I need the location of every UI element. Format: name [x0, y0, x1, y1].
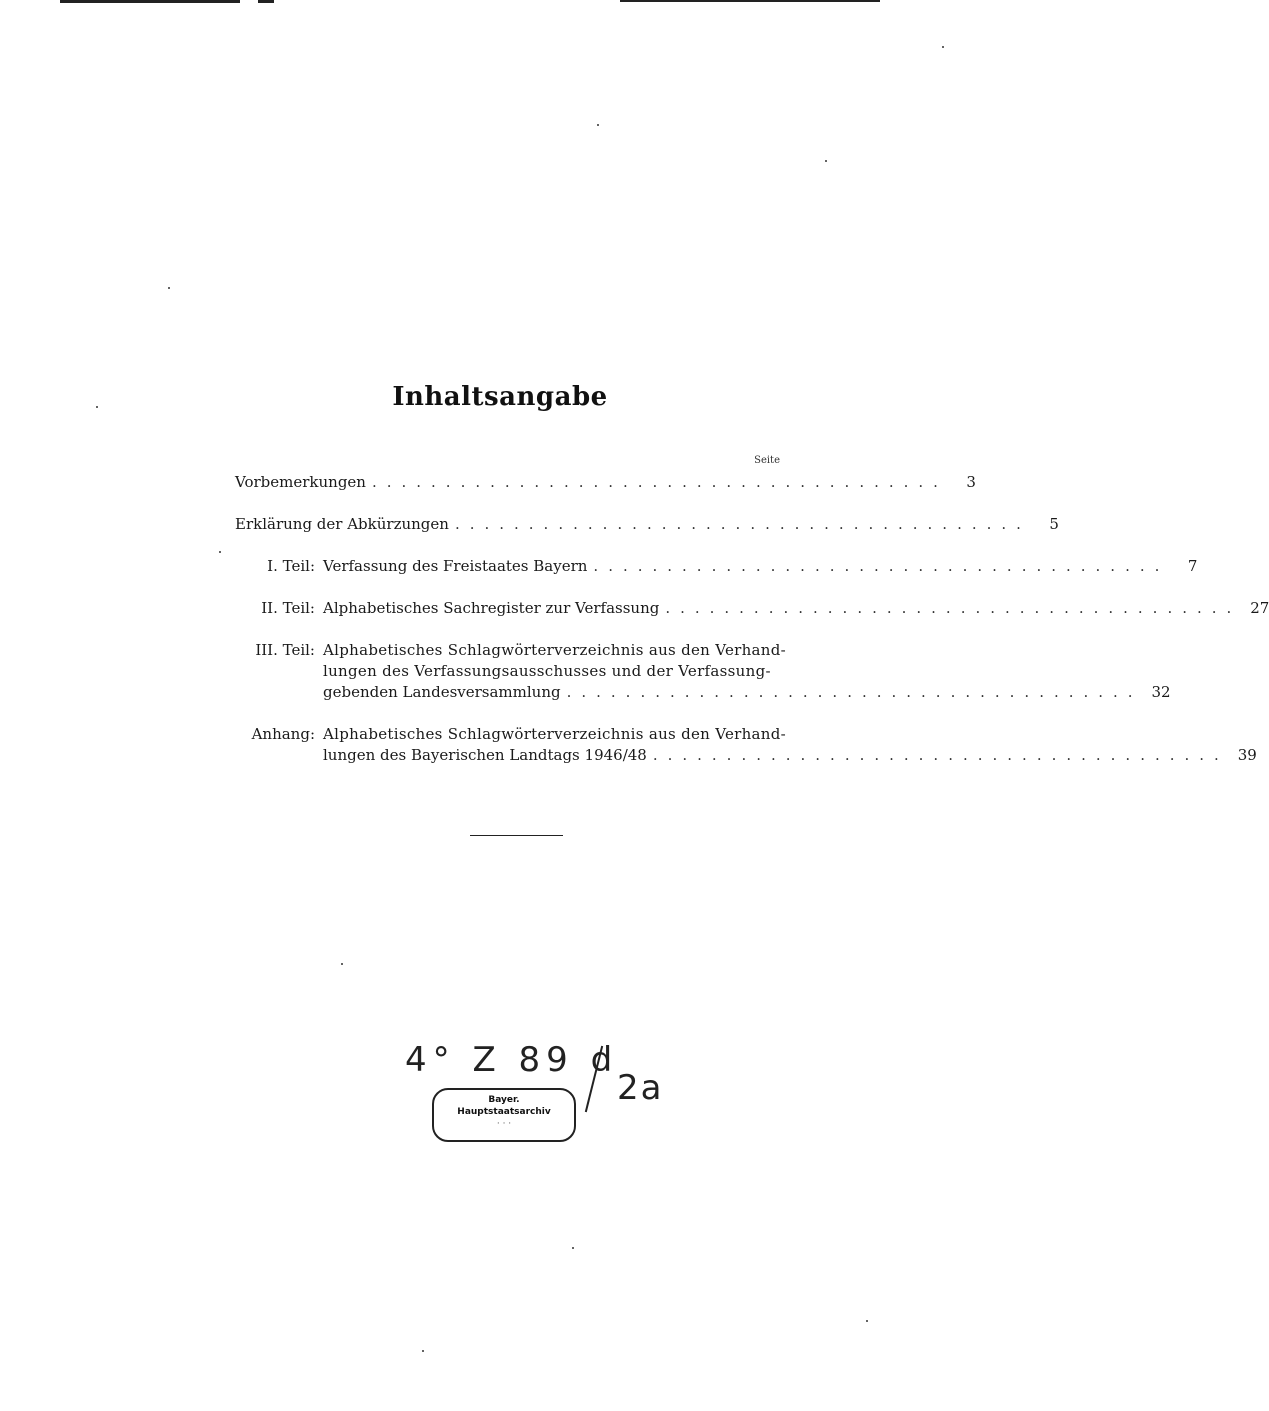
dust-speck	[572, 1247, 574, 1249]
toc-entry-title: Vorbemerkungen	[235, 473, 366, 491]
page-title: Inhaltsangabe	[392, 382, 608, 412]
handwritten-shelfmark: 4° Z 89 d	[405, 1040, 619, 1080]
toc-entry-line: Alphabetisches Schlagwörterverzeichnis aus den Verhand-	[323, 725, 787, 743]
dust-speck	[866, 1320, 868, 1322]
toc-part-number: Anhang:	[251, 725, 315, 743]
leader-dots: .......................................	[665, 599, 1242, 617]
toc-entry-body	[235, 472, 948, 493]
toc-entry-title: gebenden Landesversammlung	[323, 683, 561, 701]
toc-entry	[235, 640, 1171, 703]
dust-speck	[422, 1350, 424, 1352]
toc-entry-title: Alphabetisches Sachregister zur Verfassung	[323, 599, 660, 617]
toc-entry	[235, 514, 1059, 535]
toc-entry-body	[323, 556, 1169, 577]
toc-page-number: 39	[1237, 746, 1257, 764]
toc-entry-title: Erklärung der Abkürzungen	[235, 515, 449, 533]
table-of-contents	[235, 455, 1269, 766]
dust-speck	[341, 963, 343, 965]
toc-page-number: 5	[1049, 515, 1059, 533]
toc-page-number: 27	[1250, 599, 1269, 617]
toc-entry-title: lungen des Bayerischen Landtags 1946/48	[323, 746, 647, 764]
toc-part-number: III. Teil:	[255, 641, 315, 659]
toc-entry-body	[323, 598, 1241, 619]
leader-dots: .......................................	[652, 746, 1229, 764]
toc-part-number: I. Teil:	[267, 557, 315, 575]
leader-dots: .......................................	[454, 515, 1031, 533]
scan-edge-left-2	[258, 0, 274, 3]
scan-edge-right	[620, 0, 880, 2]
toc-entry	[235, 598, 1269, 619]
toc-entry-line: lungen des Verfassungsausschusses und der Verfassung-	[323, 662, 771, 680]
toc-entry	[235, 724, 1257, 766]
toc-entry-line: Alphabetisches Schlagwörterverzeichnis aus den Verhand-	[323, 641, 787, 659]
dust-speck	[597, 124, 599, 126]
stamp-line-2: Hauptstaatsarchiv	[457, 1107, 551, 1117]
stamp-faint-marks: · · ·	[496, 1119, 512, 1129]
dust-speck	[168, 287, 170, 289]
toc-page-number: 7	[1187, 557, 1198, 575]
stamp-line-1: Bayer.	[488, 1095, 520, 1105]
toc-entry	[235, 556, 1198, 577]
toc-entry-title: Verfassung des Freistaates Bayern	[323, 557, 588, 575]
handwritten-shelfmark-suffix: 2a	[617, 1068, 664, 1108]
leader-dots: .......................................	[371, 473, 948, 491]
toc-entry-body	[323, 724, 1229, 766]
dust-speck	[825, 160, 827, 162]
section-divider	[470, 835, 563, 836]
toc-entry-body	[235, 514, 1031, 535]
scan-edge-left	[60, 0, 240, 3]
archive-stamp	[432, 1088, 576, 1142]
dust-speck	[219, 551, 221, 553]
page-column-label: Seite	[754, 455, 780, 466]
leader-dots: .......................................	[566, 683, 1143, 701]
dust-speck	[942, 46, 944, 48]
toc-entry	[235, 472, 976, 493]
toc-page-number: 3	[966, 473, 976, 491]
leader-dots: .......................................	[593, 557, 1170, 575]
toc-page-number: 32	[1151, 683, 1171, 701]
toc-entry-body	[323, 640, 1143, 703]
toc-part-number: II. Teil:	[261, 599, 315, 617]
